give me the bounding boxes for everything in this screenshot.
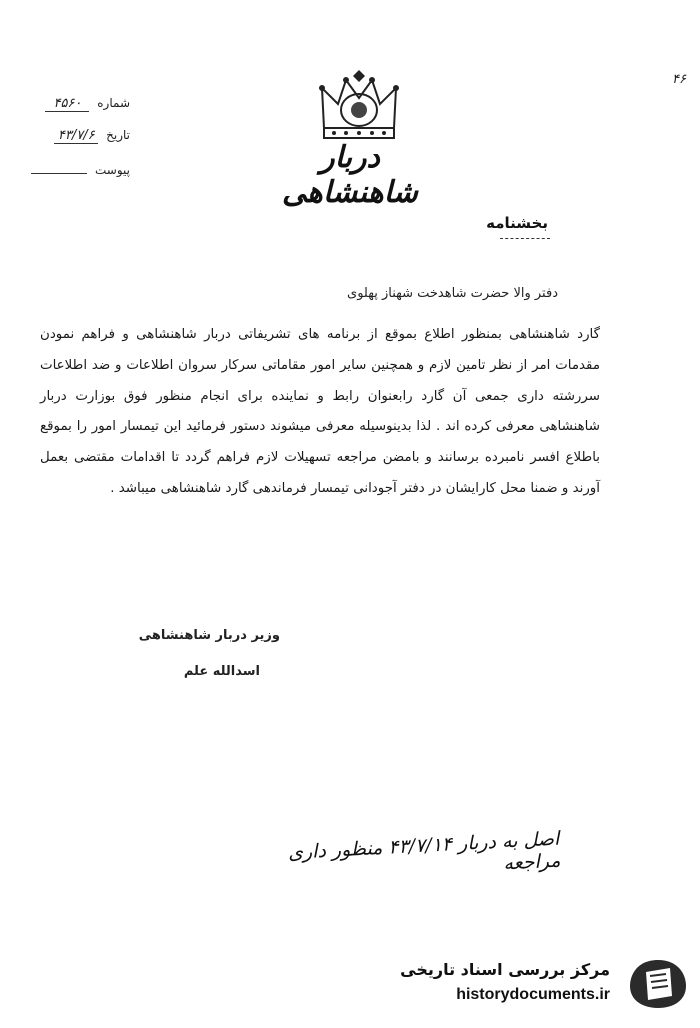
letter-date-field [6, 128, 130, 144]
number-value: ۴۵۶۰ [45, 96, 89, 112]
handwritten-note: اصل به دربار ۴۳/۷/۱۴ منظور داری مراجعه [287, 827, 561, 875]
date-value: ۴۳/۷/۶ [54, 128, 98, 144]
number-label: شماره [97, 96, 130, 110]
signature-title: وزیر دربار شاهنشاهی [138, 628, 280, 643]
page-number: ۴۶ [672, 72, 686, 87]
archive-logo-icon [626, 956, 690, 1012]
archive-name: مرکز بررسی اسناد تاریخی [400, 960, 610, 979]
circular-title: بخشنامه [486, 214, 548, 232]
court-title: دربار شاهنشاهی [282, 140, 418, 210]
date-label: تاریخ [106, 128, 130, 142]
crown-emblem-icon [318, 70, 400, 142]
recipient-line: دفتر والا حضرت شاهدخت شهناز پهلوی [347, 286, 558, 301]
letter-number-field [14, 96, 130, 112]
archive-website: historydocuments.ir [456, 986, 610, 1003]
letter-body: گارد شاهنشاهی بمنظور اطلاع بموقع از برنامه های تشریفاتی دربار شاهنشاهی و فراهم نمودن مقدمات امر از نظر تامین لازم و همچنین سایر امور مقاماتی سرکار سروان اطلاعات و ضد اطلاعات سررشته داری جمعی آن گارد رابعنوان رابط و نماینده برای انجام منظور فوق بوزارت دربار شاهنشاهی معرفی کرده اند . لذا بدینوسیله معرفی میشوند دستور فرمائید این تیمسار امور را بموقع باطلاع افسر نامبرده برسانند و بامضن مراجعه تسهیلات لازم فراهم گردد تا اقدامات مقتضی بعمل آورند و ضمنا محل کارایشان در دفتر آجودانی تیمسار فرماندهی گارد شاهنشاهی میباشد . [40, 327, 600, 496]
archive-watermark [398, 952, 694, 1016]
title-underline [500, 238, 550, 239]
signature-name: اسدالله علم [183, 664, 260, 679]
attachment-field [18, 163, 130, 177]
attachment-label: پیوست [95, 163, 130, 177]
attachment-value [31, 173, 87, 174]
